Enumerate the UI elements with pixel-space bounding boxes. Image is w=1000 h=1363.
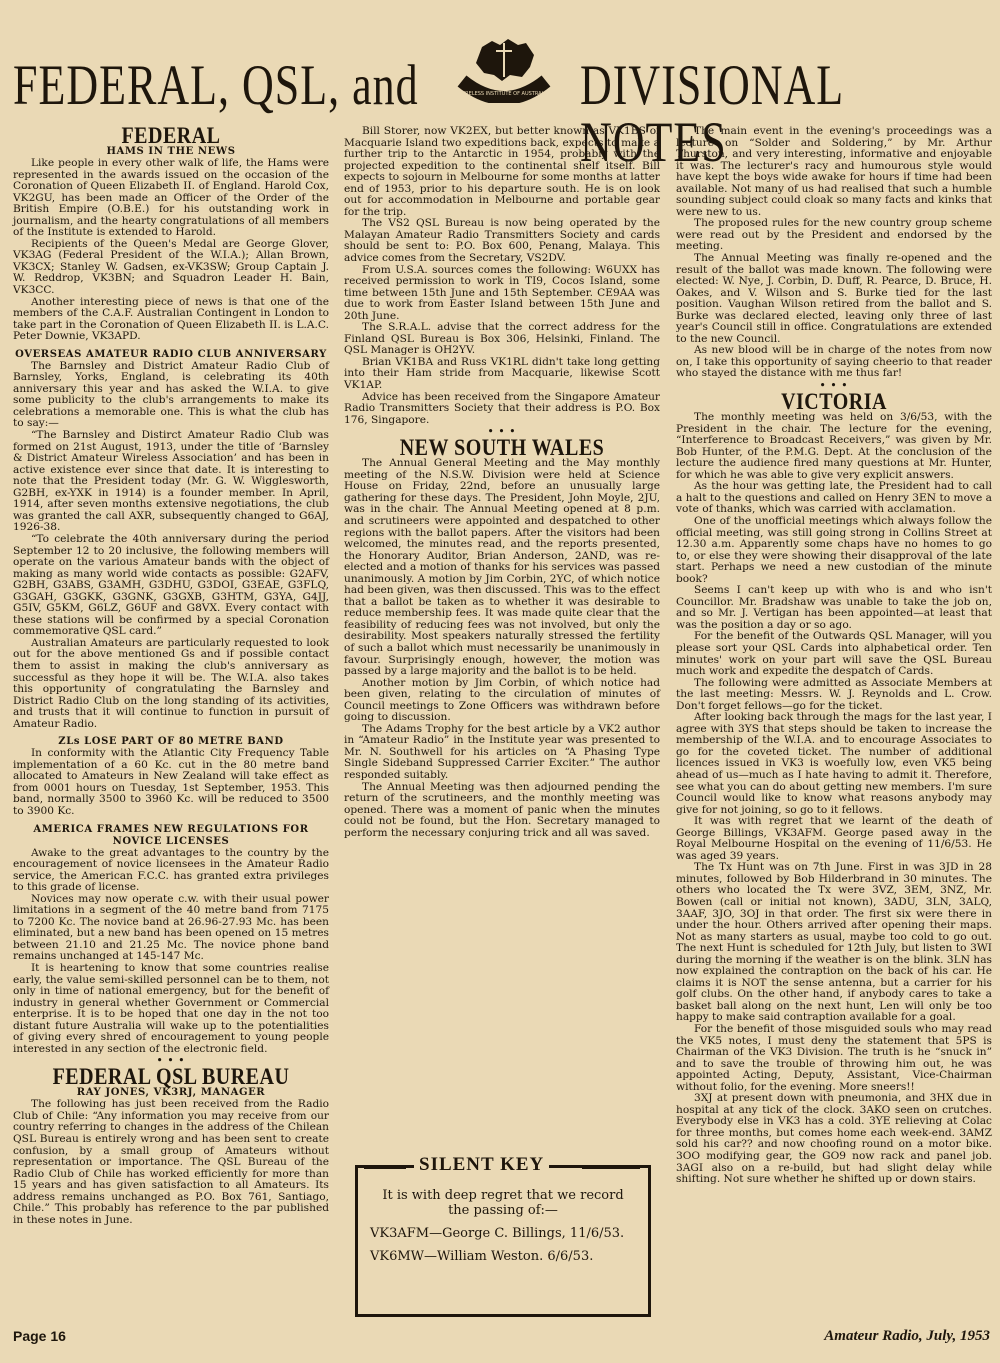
- silent-key-title: SILENT KEY: [414, 1157, 549, 1172]
- paragraph: One of the unofficial meetings which always follow the official meeting, was still going strong in Collins Street at 12.30 a.m. Apparently some chaps have no homes to go to, or else they were showing their disapproval of the late start. Perhaps we need a new custodian of the minute book?: [676, 514, 992, 585]
- qsl-heading: FEDERAL QSL BUREAU: [52, 1064, 290, 1091]
- paragraph: Novices may now operate c.w. with their usual power limitations in a segment of the 40 metre band from 7175 to 7200 Kc. The novice band at 26.96-27.93 Mc. has been eliminated, but a new band has been opened on 15 metres between 21.10 and 21.25 Mc. The novice phone band remains unchanged at 145-147 Mc.: [13, 892, 329, 963]
- paragraph: Another interesting piece of news is that one of the members of the C.A.F. Australian Contingent in London to take part in the Coronation of Queen Elizabeth II. is L.A.C. Peter Downie, VK3APD.: [13, 295, 329, 343]
- paragraph: Another motion by Jim Corbin, of which notice had been given, relating to the circulation of minutes of Council meetings to Zone Officers was withdrawn before going to discussion.: [344, 676, 660, 724]
- paragraph: The Adams Trophy for the best article by a VK2 author in “Amateur Radio” in the Institute year was presented to Mr. N. Southwell for his articles on “A Phasing Type Single Sideband Suppressed Carrier Exciter.” The author responded suitably.: [344, 722, 660, 781]
- silent-key-box: [355, 1154, 651, 1317]
- paragraph: After looking back through the mags for the last year, I agree with 3YS that steps should be taken to increase the membership of the W.I.A. and to encourage Associates to go for the coveted ticket. The number of additional licences issued in VK3 is woefully low, even VK5 being ahead of us—much as I hate having to admit it. Therefore, see what you can do about getting new members. I'm sure Council would like to know what reasons anybody may give for not joining, so go to it fellows.: [676, 711, 992, 816]
- paragraph: “To celebrate the 40th anniversary during the period September 12 to 20 inclusive, the following members will operate on the various Amateur bands with the object of making as many world wide contacts as possible: G2AFV, G2BH, G3ABS, G3AMH, G3DHU, G3DOI, G3EAE, G3FLQ, G3GAH, G3GKK, G3GNK, G3GXB, G3HTM, G3YA, G4JJ, G5IV, G5KM, G6LZ, G6UF and G8VX. Every contact with these stations will be confirmed by a special Coronation commemorative QSL card.”: [13, 532, 329, 638]
- paragraph: It is heartening to know that some countries realise early, the value semi-skilled personnel can be to them, not only in time of national emergency, but for the benefit of industry in general whether Government or Commercial enterprise. It is to be hoped that one day in the not too distant future Australia will wake up to the potentialities of giving every shred of encouragement to young people interested in any section of the electronic field.: [13, 962, 329, 1055]
- paragraph: Awake to the great advantages to the country by the encouragement of novice licensees in the Amateur Radio service, the American F.C.C. has granted extra privileges to this grade of license.: [13, 846, 329, 894]
- silent-key-rule-right: [582, 1166, 640, 1169]
- paragraph: Bill Storer, now VK2EX, but better known as VK1BS of Macquarie Island two expeditions back, expects to make a further trip to the Antarctic in 1954, probably with the projected expedition to the continental shelf itself. Bill expects to sojourn in Melbourne for some months at latter end of 1953, prior to his departure south. He is on look out for accommodation in Melbourne and portable gear for the trip.: [344, 125, 660, 218]
- paragraph: The Annual Meeting was then adjourned pending the return of the scrutineers, and the monthly meeting was opened. There was a moment of panic when the minutes could not be found, but the Hon. Secretary managed to perform the necessary conjuring trick and all was saved.: [344, 780, 660, 839]
- paragraph: Brian VK1BA and Russ VK1RL didn't take long getting into their Ham stride from Macquarie, likewise Scott VK1AP.: [344, 355, 660, 392]
- federal-heading: FEDERAL: [121, 123, 221, 149]
- nsw-heading: NEW SOUTH WALES: [399, 435, 605, 461]
- paragraph: “The Barnsley and Distirct Amateur Radio Club was formed on 21st August, 1913, under the title of ‘Barnsley & District Amateur Wireless Association’ and has been in active existence ever since that date. It is interesting to note that the President today (Mr. G. W. Wigglesworth, G2BH, ex-YXK in 1914) is a founder member. In April, 1914, after seven months extensive negotiations, the club was granted the call AXR, subsequently changed to G6AJ, 1926-38.: [13, 429, 329, 534]
- section-separator: • • •: [819, 381, 849, 392]
- masthead-title-right: DIVISIONAL NOTES: [580, 53, 843, 174]
- hams-heading: HAMS IN THE NEWS: [106, 146, 236, 157]
- column-1: [13, 123, 329, 1226]
- paragraph: The VS2 QSL Bureau is now being operated by the Malayan Amateur Radio Transmitters Society and cards should be sent to: P.O. Box 600, Penang, Malaya. This advice comes from the Secretary, VS2DV.: [344, 217, 660, 265]
- paragraph: Advice has been received from the Singapore Amateur Radio Transmitters Society that their address is P.O. Box 176, Singapore.: [344, 390, 660, 426]
- paragraph: The Annual Meeting was finally re-opened and the result of the ballot was made known. The following were elected: W. Nye, J. Corbin, D. Duff, R. Pearce, D. Bruce, H. Oakes, and V. Wilson and S. Burke tied for the last position. Vaughan Wilson retired from the ballot and S. Burke was declared elected, leaving only three of last year's Council still in office. Congratulations are extended to the new Council.: [676, 252, 992, 345]
- silent-key-rule-left: [364, 1166, 406, 1169]
- publication-info: Amateur Radio, July, 1953: [824, 1328, 990, 1344]
- paragraph: The following were admitted as Associate Members at the last meeting: Messrs. W. J. Reynolds and L. Crow. Don't forget fellows—go for the ticket.: [676, 676, 992, 712]
- paragraph: It was with regret that we learnt of the death of George Billings, VK3AFM. George pased away in the Royal Melbourne Hospital on the evening of 11/6/53. He was aged 39 years.: [676, 815, 992, 862]
- paragraph: For the benefit of the Outwards QSL Manager, will you please sort your QSL Cards into alphabetical order. Ten minutes' work on your part will save the QSL Bureau much work and expedite the despatch of Cards.: [676, 630, 992, 678]
- overseas-heading: OVERSEAS AMATEUR RADIO CLUB ANNIVERSARY: [15, 348, 327, 360]
- paragraph: 3XJ at present down with pneumonia, and 3HX due in hospital at any tick of the clock. 3AKO seen on crutches. Everybody else in VK3 has a cold. 3YE relieving at Colac for three months, but comes home each week-end. 3AMZ sold his car?? and now choofing round on a motor bike. 3OO modifying gear, the GO9 now rack and panel job. 3AGI also on a re-build, but had slight delay while shifting. Not sure whether he shifted up or down stairs.: [676, 1092, 992, 1186]
- america-heading: AMERICA FRAMES NEW REGULATIONS FOR NOVICE LICENSES: [33, 823, 309, 847]
- paragraph: As new blood will be in charge of the notes from now on, I take this opportunity of saying cheerio to that reader who stayed the distance with me thus far!: [676, 344, 992, 380]
- silent-key-entry: VK3AFM—George C. Billings, 11/6/53.: [370, 1226, 625, 1241]
- paragraph: In conformity with the Atlantic City Frequency Table implementation of a 60 Kc. cut in the 80 metre band allocated to Amateurs in New Zealand will take effect as from 0001 hours on Tuesday, 1st September, 1953. This band, normally 3500 to 3960 Kc. will be reduced to 3500 to 3900 Kc.: [13, 747, 329, 817]
- wia-emblem-icon: [456, 37, 552, 103]
- section-separator: • • •: [487, 427, 517, 438]
- paragraph: The proposed rules for the new country group scheme were read out by the President and endorsed by the meeting.: [676, 217, 992, 253]
- zl-heading: ZLs LOSE PART OF 80 METRE BAND: [58, 736, 284, 748]
- paragraph: Seems I can't keep up with who is and who isn't Councillor. Mr. Bradshaw was unable to take the job on, and so Mr. J. Vertigan has been appointed—at least that was the position a day or so ago.: [676, 584, 992, 631]
- paragraph: The S.R.A.L. advise that the correct address for the Finland QSL Bureau is Box 306, Helsinki, Finland. The QSL Manager is OH2YV.: [344, 321, 660, 357]
- section-separator: • • •: [156, 1056, 186, 1067]
- silent-key-intro: It is with deep regret that we record the passing of:—: [382, 1188, 624, 1218]
- paragraph: Australian Amateurs are particularly requested to look out for the above mentioned Gs and if possible contact them to assist in making the club's anniversary as successful as they hope it will be. The W.I.A. also takes this opportunity of congratulating the Barnsley and District Radio Club on the long standing of its activities, and trusts that it will continue to function in pursuit of Amateur Radio.: [13, 636, 329, 730]
- paragraph: From U.S.A. sources comes the following: W6UXX has received permission to work in TI9, Cocos Island, some time between 15th June and 15th September. CE9AA was due to work from Easter Island between 15th June and 20th June.: [344, 263, 660, 322]
- qsl-manager: RAY JONES, VK3RJ, MANAGER: [76, 1087, 266, 1099]
- victoria-heading: VICTORIA: [781, 389, 887, 415]
- silent-key-entry: VK6MW—William Weston. 6/6/53.: [370, 1249, 594, 1264]
- paragraph: The monthly meeting was held on 3/6/53, with the President in the chair. The lecture for the evening, “Interference to Broadcast Receivers,” was given by Mr. Bob Hunter, of the P.M.G. Dept. At the conclusion of the lecture the audience fired many questions at Mr. Hunter, for which he was able to give very explicit answers.: [676, 411, 992, 481]
- paragraph: The Annual General Meeting and the May monthly meeting of the N.S.W. Division were held at Science House on Friday, 22nd, before an unusually large gathering for these days. The President, John Moyle, 2JU, was in the chair. The Annual Meeting opened at 8 p.m. and scrutineers were appointed and despatched to other regions with the ballot papers. After the visitors had been welcomed, the minutes read, and the reports presented, the Honorary Auditor, Brian Anderson, 2AND, was re-elected and a motion of thanks for his services was passed unanimously. A motion by Jim Corbin, 2YC, of which notice had been given, was then discussed. This was to the effect that a ballot be taken as to whether it was desirable to reduce membership fees. It was made quite clear that the feasibility of reducing fees was not involved, but only the desirability. Most speakers naturally stressed the fertility of such a ballot which must necessarily be unanimously in favour. Surprisingly enough, however, the motion was passed by a large majority and the ballot is to be held.: [344, 457, 660, 678]
- paragraph: The main event in the evening's proceedings was a lecture on “Solder and Soldering,” by Mr. Arthur Thurston, and very interesting, informative and enjoyable it was. The lecturer's racy and humourous style would have kept the boys wide awake for hours if time had been available. Not many of us had realised that such a humble sounding subject could cloak so many facts and kinks that were new to us.: [676, 125, 992, 218]
- paragraph: For the benefit of those misguided souls who may read the VK5 notes, I must deny the statement that 5PS is Chairman of the VK3 Division. The truth is he “snuck in” and to save the trouble of throwing him out, he was appointed Acting, Deputy, Assistant, Vice-Chairman without folio, for the evening. More sneers!!: [676, 1023, 992, 1093]
- paragraph: The Barnsley and District Amateur Radio Club of Barnsley, Yorks, England, is celebrating its 40th anniversary this year and has asked the W.I.A. to give some publicity to the club's arrangements to make its celebrations a memorable one. This is what the club has to say:—: [13, 359, 329, 430]
- paragraph: The following has just been received from the Radio Club of Chile: “Any information you may receive from our country referring to changes in the address of the Chilean QSL Bureau is entirely wrong and has been sent to create confusion, by a small group of Amateurs without representation or importance. The QSL Bureau of the Radio Club of Chile has worked efficiently for more than 15 years and has given satisfaction to all Amateurs. Its address remains unchanged as P.O. Box 761, Santiago, Chile.” This probably has reference to the par published in these notes in June.: [13, 1098, 329, 1226]
- paragraph: Recipients of the Queen's Medal are George Glover, VK3AG (Federal President of the W.I.A.); Allan Brown, VK3CX; Stanley W. Gadsen, ex-VK3SW; Group Captain J. W. Reddrop, VK3BN; and Squadron Leader H. Bain, VK3CC.: [13, 237, 329, 297]
- emblem-text: WIRELESS INSTITUTE OF AUSTRALIA: [458, 91, 550, 97]
- paragraph: As the hour was getting late, the President had to call a halt to the questions and called on Henry 3EN to move a vote of thanks, which was carried with acclamation.: [676, 480, 992, 516]
- paragraph: The Tx Hunt was on 7th June. First in was 3JD in 28 minutes, followed by Bob Hilderbrand in 30 minutes. The others who located the Tx were 3VZ, 3EM, 3NZ, Mr. Bowen (call or initial not known), 3ADU, 3LN, 3ALQ, 3AAF, 3JO, 3OJ in that order. The first six were there in under the hour. Others arrived after opening their maps. Not as many starters as usual, maybe too cold to go out. The next Hunt is scheduled for 12th July, but listen to 3WI during the morning if the weather is on the blink. 3LN has now explained the contraption on the back of his car. He claims it is NOT the sense antenna, but a carrier for his golf clubs. On the other hand, if anybody cares to take a basket ball along on the next hunt, Len will only be too happy to make said contraption available for a goal.: [676, 861, 992, 1024]
- paragraph: Like people in every other walk of life, the Hams were represented in the awards issued on the occasion of the Coronation of Queen Elizabeth II. of England. Harold Cox, VK2GU, has been made an Officer of the Order of the British Empire (O.B.E.) for his outstanding work in journalism, and the hearty congratulations of all members of the Institute is extended to Harold.: [13, 157, 329, 239]
- page-number: Page 16: [13, 1328, 66, 1344]
- column-2: [344, 126, 660, 839]
- column-3: [676, 126, 992, 1186]
- masthead-title-left: FEDERAL, QSL, and: [13, 53, 419, 117]
